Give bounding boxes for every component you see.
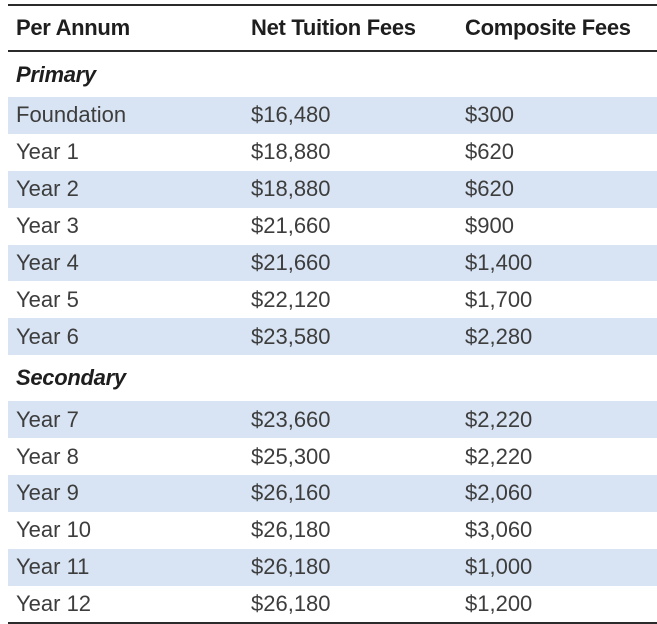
table-row xyxy=(8,318,657,355)
table-row xyxy=(8,281,657,318)
composite-cell: $2,220 xyxy=(465,406,533,432)
composite-cell: $1,000 xyxy=(465,554,533,580)
section-row-primary xyxy=(8,51,657,97)
table-row xyxy=(8,549,657,586)
level-cell: Year 12 xyxy=(16,590,92,616)
composite-cell: $1,400 xyxy=(465,250,533,275)
table-row xyxy=(8,134,657,171)
level-cell: Year 10 xyxy=(16,517,92,543)
tuition-cell: $25,300 xyxy=(251,443,331,469)
header-per-annum: Per Annum xyxy=(16,15,130,40)
composite-cell: $2,280 xyxy=(465,323,533,349)
section-row-secondary xyxy=(8,355,657,401)
table-row xyxy=(8,208,657,245)
composite-cell: $1,200 xyxy=(465,590,533,616)
tuition-cell: $21,660 xyxy=(251,250,331,275)
table-row xyxy=(8,245,657,282)
fees-body xyxy=(8,51,657,623)
tuition-cell: $23,660 xyxy=(251,406,331,432)
composite-cell: $300 xyxy=(465,102,514,128)
tuition-cell: $16,480 xyxy=(251,102,331,128)
composite-cell: $2,220 xyxy=(465,443,533,469)
composite-cell: $1,700 xyxy=(465,286,533,312)
table-row xyxy=(8,401,657,438)
level-cell: Foundation xyxy=(16,102,127,128)
composite-cell: $620 xyxy=(465,139,514,165)
tuition-cell: $18,880 xyxy=(251,176,331,202)
table-row xyxy=(8,171,657,208)
fees-table xyxy=(8,4,657,624)
level-cell: Year 7 xyxy=(16,406,79,432)
tuition-cell: $26,180 xyxy=(251,554,331,580)
section-title: Secondary xyxy=(16,365,126,391)
composite-cell: $620 xyxy=(465,176,514,202)
tuition-cell: $26,180 xyxy=(251,590,331,616)
level-cell: Year 1 xyxy=(16,139,79,165)
level-cell: Year 5 xyxy=(16,286,79,312)
level-cell: Year 8 xyxy=(16,443,79,469)
composite-cell: $900 xyxy=(465,213,514,239)
level-cell: Year 11 xyxy=(16,554,90,580)
level-cell: Year 9 xyxy=(16,480,79,506)
composite-cell: $2,060 xyxy=(465,480,533,506)
level-cell: Year 4 xyxy=(16,250,79,275)
level-cell: Year 2 xyxy=(16,176,79,202)
tuition-cell: $26,180 xyxy=(251,517,331,543)
composite-cell: $3,060 xyxy=(465,517,533,543)
tuition-cell: $22,120 xyxy=(251,286,331,312)
header-net-tuition: Net Tuition Fees xyxy=(251,15,416,40)
table-row xyxy=(8,512,657,549)
tuition-cell: $23,580 xyxy=(251,323,331,349)
tuition-cell: $18,880 xyxy=(251,139,331,165)
header-row xyxy=(8,5,657,51)
table-row xyxy=(8,97,657,134)
header-composite: Composite Fees xyxy=(465,15,631,40)
level-cell: Year 6 xyxy=(16,323,79,349)
level-cell: Year 3 xyxy=(16,213,79,239)
table-row xyxy=(8,438,657,475)
tuition-cell: $21,660 xyxy=(251,213,331,239)
table-row xyxy=(8,586,657,623)
table-row xyxy=(8,475,657,512)
tuition-cell: $26,160 xyxy=(251,480,331,506)
section-title: Primary xyxy=(16,61,96,87)
